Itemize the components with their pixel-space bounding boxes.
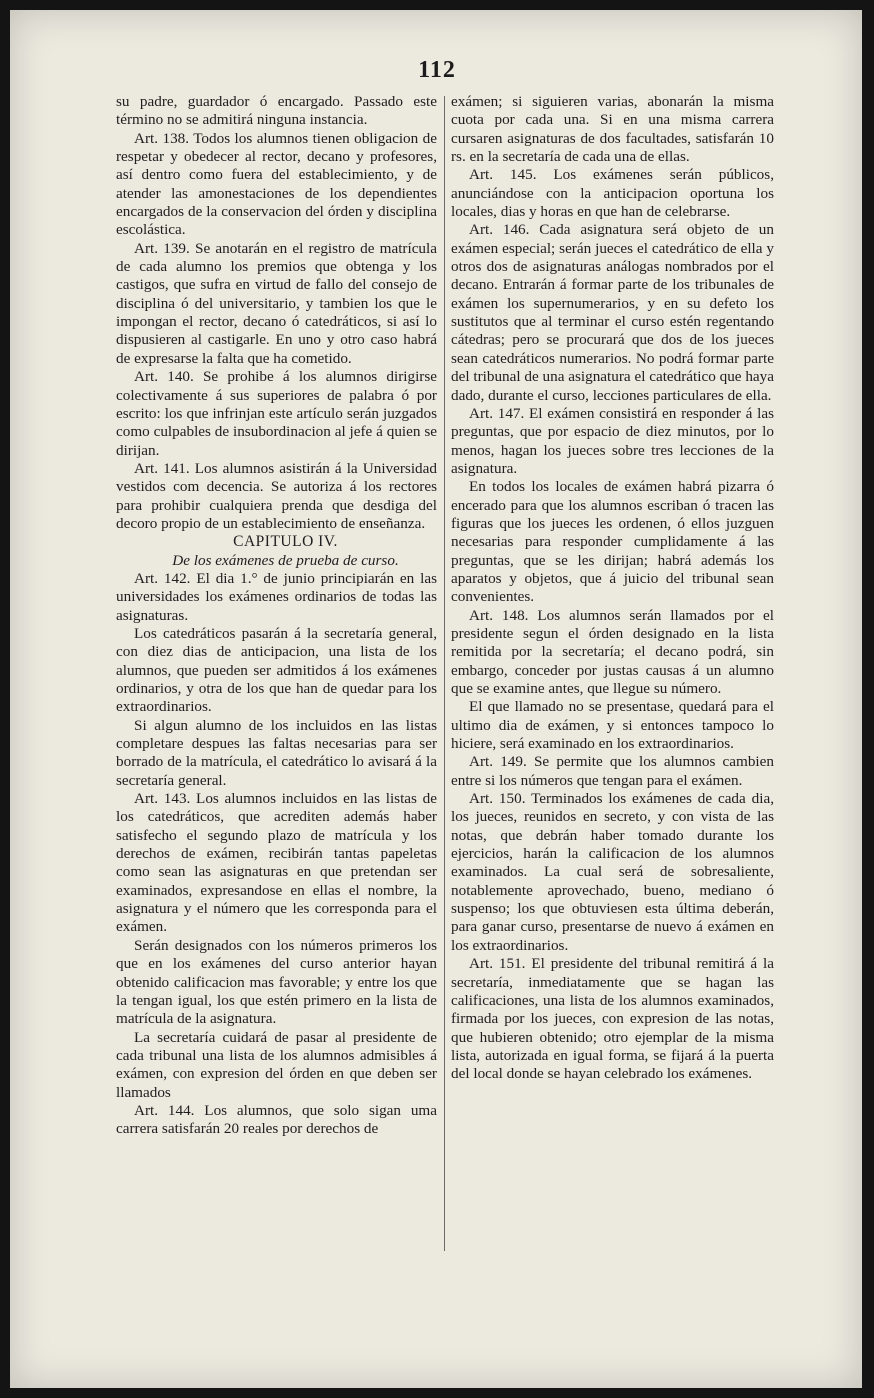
- article-146: Art. 146. Cada asignatura será objeto de un exámen especial; serán jueces el catedrático de ella y otros dos de asignaturas análogas nombrados por el decano. Entrarán á formar parte de los tribunales de exámen los supernumerarios, y en su defeto los sustitutos que al terminar el curso estén regentando cátedras; pero se procurará que dos de los jueces sean catedráticos numerarios. No podrá formar parte del tribunal de una asignatura el catedrático que haya dado, durante el curso, lecciones particulares de ella.: [451, 221, 775, 404]
- column-divider: [444, 96, 445, 1251]
- article-143: Art. 143. Los alumnos incluidos en las listas de los catedráticos, que acrediten además haber satisfecho el segundo plazo de matrícula y los derechos de exámen, recibirán tantas papeletas como sean las asignaturas en que pretendan ser examinados, expresandose en ellas el nombre, la asignatura y el número que les corresponda para el exámen.: [116, 790, 437, 936]
- chapter-title: CAPITULO IV.: [233, 533, 338, 551]
- article-142: Art. 142. El dia 1.° de junio principiarán en las universidades los exámenes ordinarios de todas las asignaturas.: [116, 569, 437, 624]
- article-148: Art. 148. Los alumnos serán llamados por el presidente segun el órden designado en la lista remitida por la secretaría; el decano podrá, sin embargo, conceder por justas causas á un alumno que se examine antes, que llegue su número.: [451, 606, 774, 697]
- article-147: Art. 147. El exámen consistirá en responder á las preguntas, que por espacio de diez minutos, por lo menos, hagan los jueces sobre tres lecciones de la asignatura.: [451, 404, 774, 477]
- article-144: Art. 144. Los alumnos, que solo sigan uma carrera satisfarán 20 reales por derechos de: [116, 1101, 437, 1138]
- article-139: Art. 139. Se anotarán en el registro de matrícula de cada alumno los premios que obtenga y los castigos, que sufra en virtud de fallo del consejo de disciplina ó del universitario, y tambien los que le impongan el rector, decano ó catedráticos, si así lo dispusieren al castigarle. En uno y otro caso habrá de expresarse la falta que ha cometido.: [116, 239, 437, 367]
- chapter-subtitle: De los exámenes de prueba de curso.: [172, 551, 399, 569]
- paragraph: Si algun alumno de los incluidos en las listas completare despues las faltas necesarias para ser borrado de la matrícula, el catedrático lo avisará á la secretaría general.: [116, 716, 437, 789]
- paragraph: La secretaría cuidará de pasar al presidente de cada tribunal una lista de los alumnos admisibles á exámen, con expresion del órden en que deben ser llamados: [116, 1028, 437, 1101]
- right-column: [451, 93, 774, 1084]
- article-140: Art. 140. Se prohibe á los alumnos dirigirse colectivamente á sus superiores de palabra ó por escrito: los que infrinjan este artículo serán juzgados como culpables de insubordinacion al jefe á quien se dirijan.: [116, 368, 437, 459]
- left-column: [116, 93, 437, 1139]
- paragraph: El que llamado no se presentase, quedará para el ultimo dia de exámen, y si entonces tampoco lo hiciere, será examinado en los extraordinarios.: [451, 698, 774, 753]
- article-150: Art. 150. Terminados los exámenes de cada dia, los jueces, reunidos en secreto, y con vista de las notas, que debrán haber tomado durante los ejercicios, harán la calificacion de los alumnos examinados. La cual será de sobresaliente, notablemente aprovechado, bueno, mediano ó suspenso; los que obtuviesen esta última deberán, para ganar curso, presentarse de nuevo á exámen en los extraordinarios.: [451, 790, 774, 954]
- paragraph: Serán designados con los números primeros los que en los exámenes del curso anterior hayan obtenido calificacion mas favorable; y entre los que la tengan igual, los que estén primero en la lista de matrícula de la asignatura.: [116, 936, 437, 1028]
- paragraph: su padre, guardador ó encargado. Passado este término no se admitirá ninguna instancia.: [116, 93, 437, 129]
- paragraph: Los catedráticos pasarán á la secretaría general, con diez dias de anticipacion, una lista de los alumnos, que pueden ser admitidos á los exámenes ordinarios, y otra de los que han de quedar para los extraordinarios.: [116, 624, 437, 716]
- paragraph: exámen; si siguieren varias, abonarán la misma cuota por cada una. Si en una misma carrera cursaren asignaturas de dos facultades, satisfarán 10 rs. en la secretaría de cada una de ellas.: [451, 93, 774, 166]
- article-149: Art. 149. Se permite que los alumnos cambien entre si los números que tengan para el exámen.: [451, 753, 774, 789]
- page-number: 112: [418, 57, 456, 83]
- article-138: Art. 138. Todos los alumnos tienen obligacion de respetar y obedecer al rector, decano y profesores, así dentro como fuera del establecimiento, y de atender las amonestaciones de los dependientes encargados de la conservacion del órden y disciplina escolástica.: [116, 129, 437, 239]
- article-151: Art. 151. El presidente del tribunal remitirá á la secretaría, inmediatamente que se hagan las calificaciones, una lista de los alumnos examinados, firmada por los jueces, con expresion de las notas, que hubieren obtenido; otro ejemplar de la misma lista, autorizada en igual forma, se fijará á la puerta del local donde se hayan celebrado los exámenes.: [451, 955, 774, 1083]
- article-145: Art. 145. Los exámenes serán públicos, anunciándose con la anticipacion oportuna los locales, dias y horas en que han de celebrarse.: [451, 166, 774, 221]
- article-141: Art. 141. Los alumnos asistirán á la Universidad vestidos com decencia. Se autoriza á los rectores para prohibir cualquiera prenda que desdiga del decoro propio de un establecimiento de enseñanza.: [116, 459, 437, 532]
- paragraph: En todos los locales de exámen habrá pizarra ó encerado para que los alumnos escriban ó tracen las figuras que los jueces les ordenen, ó ellos juzguen necesarias para responder cumplidamente á las preguntas, que se les dirijan; habrá además los aparatos y objetos, que á juicio del tribunal sean convenientes.: [451, 478, 774, 606]
